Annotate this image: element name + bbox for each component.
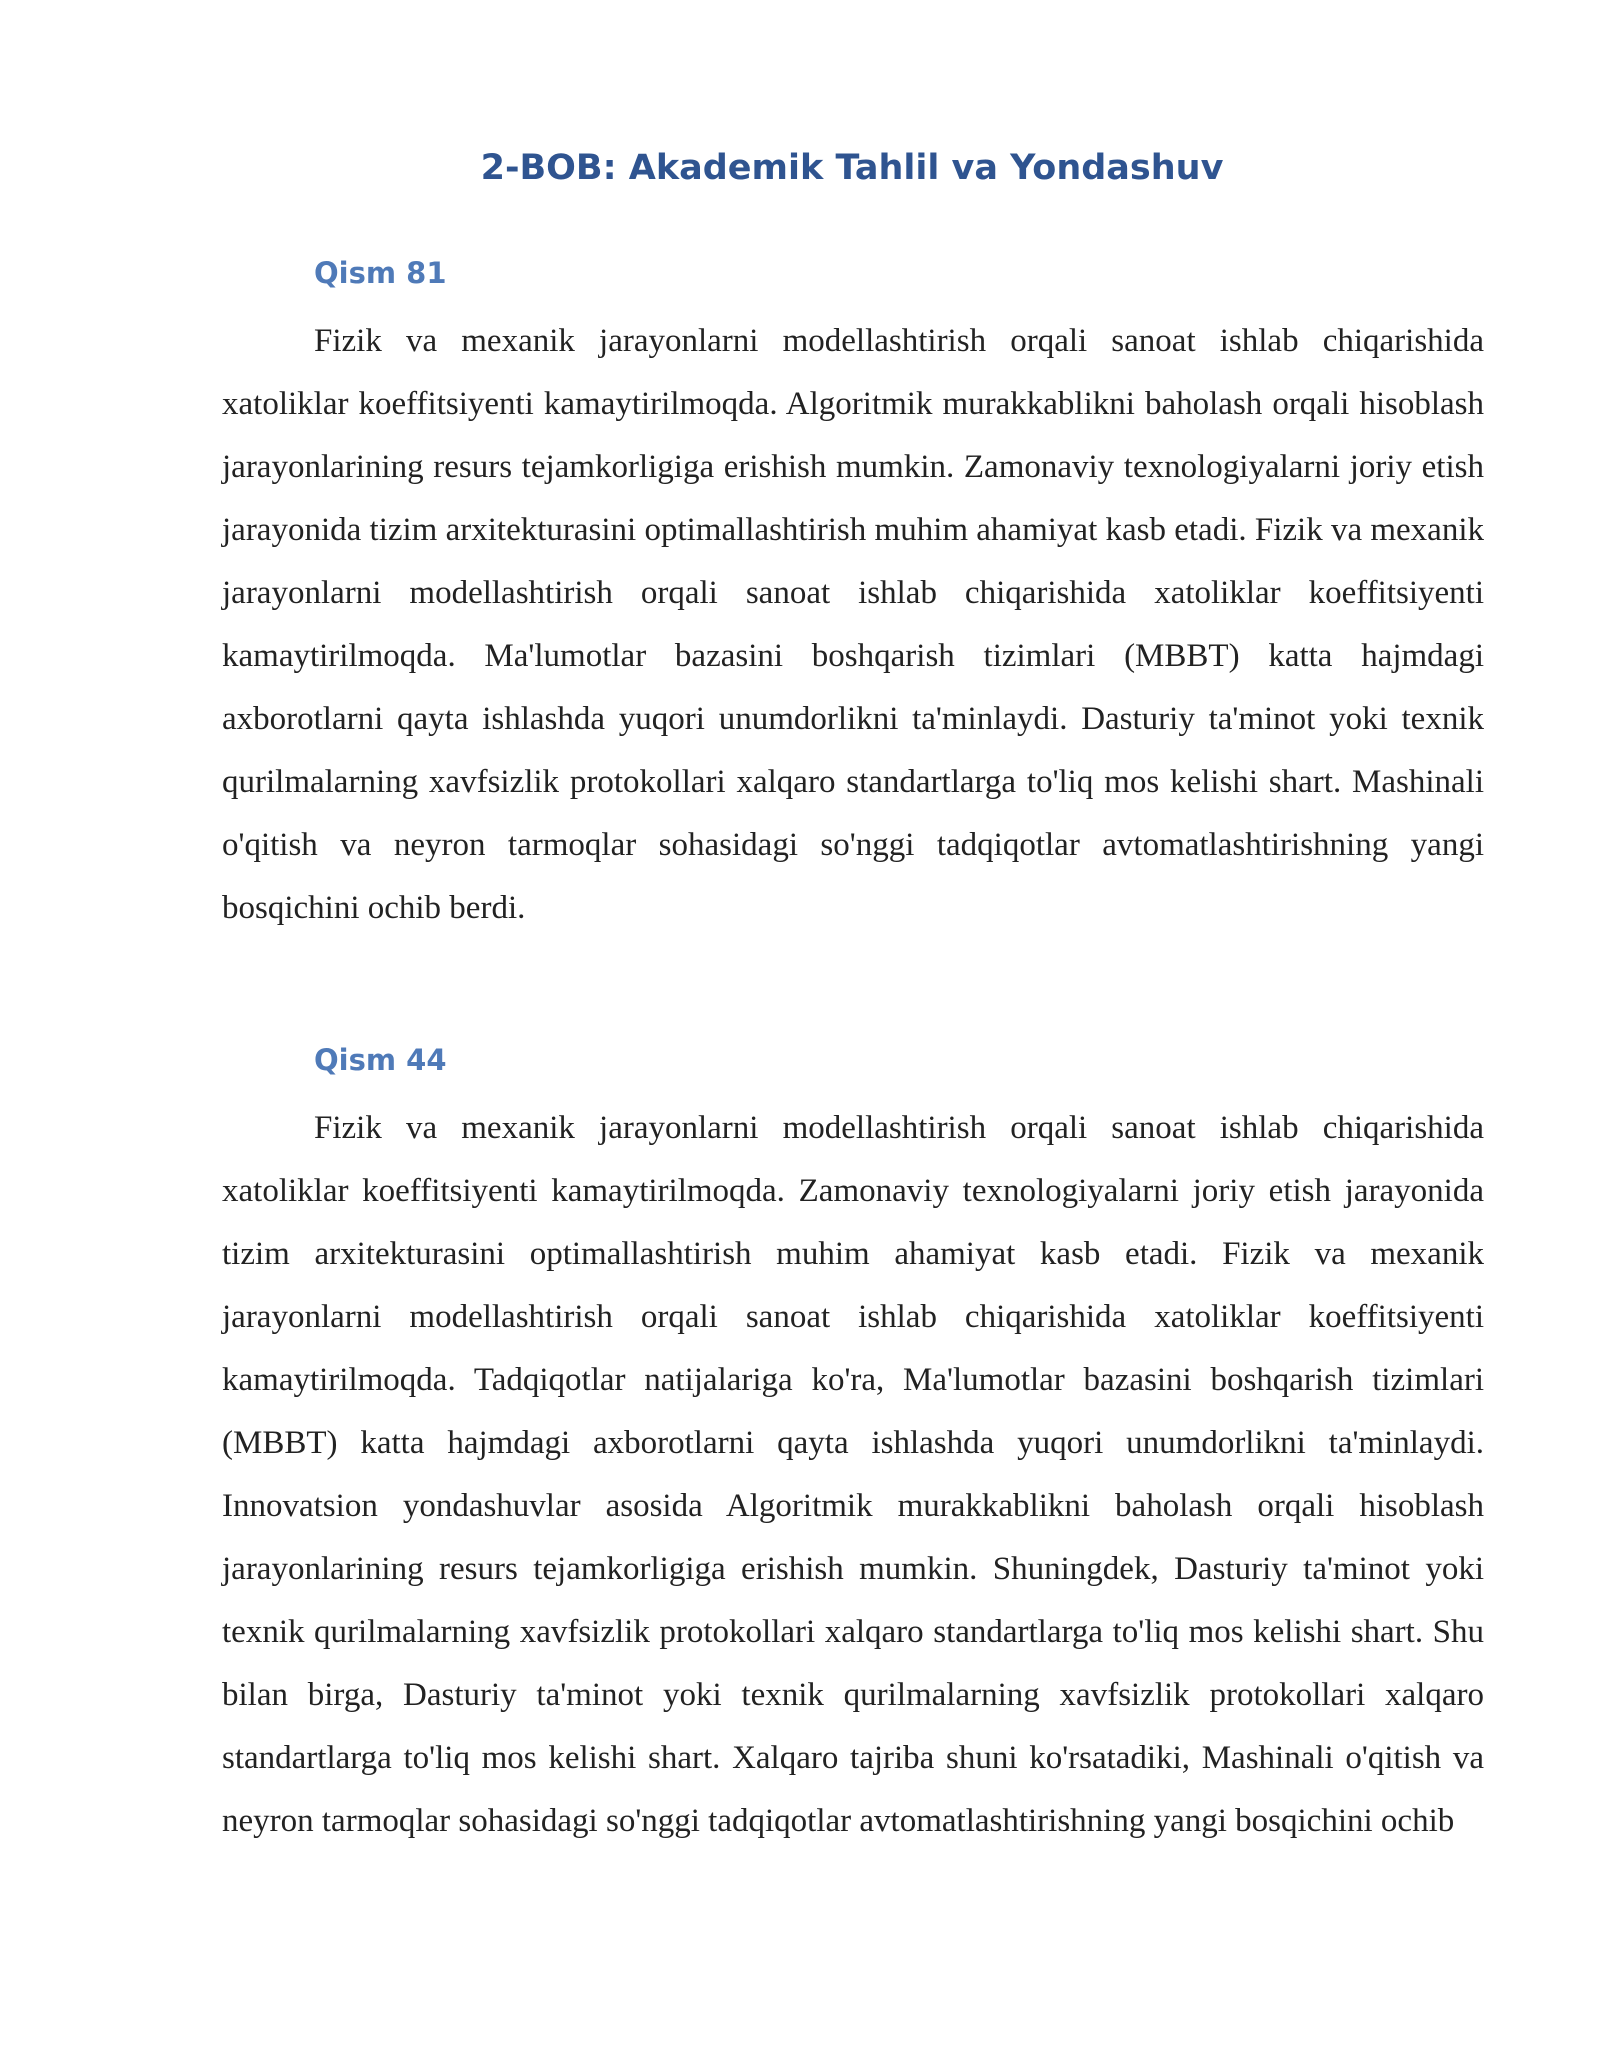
section-heading: Qism 81 xyxy=(314,256,447,290)
section-qism-44 xyxy=(222,1037,1484,1853)
section-paragraph: Fizik va mexanik jarayonlarni modellashtirish orqali sanoat ishlab chiqarishida xatoliklar koeffitsiyenti kamaytirilmoqda. Zamonaviy texnologiyalarni joriy etish jarayonida tizim arxitekturasini optimallashtirish muhim ahamiyat kasb etadi. Fizik va mexanik jarayonlarni modellashtirish orqali sanoat ishlab chiqarishida xatoliklar koeffitsiyenti kamaytirilmoqda. Tadqiqotlar natijalariga ko'ra, Ma'lumotlar bazasini boshqarish tizimlari (MBBT) katta hajmdagi axborotlarni qayta ishlashda yuqori unumdorlikni ta'minlaydi. Innovatsion yondashuvlar asosida Algoritmik murakkablikni baholash orqali hisoblash jarayonlarining resurs tejamkorligiga erishish mumkin. Shuningdek, Dasturiy ta'minot yoki texnik qurilmalarning xavfsizlik protokollari xalqaro standartlarga to'liq mos kelishi shart. Shu bilan birga, Dasturiy ta'minot yoki texnik qurilmalarning xavfsizlik protokollari xalqaro standartlarga to'liq mos kelishi shart. Xalqaro tajriba shuni ko'rsatadiki, Mashinali o'qitish va neyron tarmoqlar sohasidagi so'nggi tadqiqotlar avtomatlashtirishning yangi bosqichini ochib xyxy=(222,1110,1484,1839)
section-qism-81 xyxy=(222,250,1484,940)
chapter-title: 2-BOB: Akademik Tahlil va Yondashuv xyxy=(480,148,1224,188)
section-heading: Qism 44 xyxy=(314,1043,447,1077)
section-paragraph: Fizik va mexanik jarayonlarni modellashtirish orqali sanoat ishlab chiqarishida xatoliklar koeffitsiyenti kamaytirilmoqda. Algoritmik murakkablikni baholash orqali hisoblash jarayonlarining resurs tejamkorligiga erishish mumkin. Zamonaviy texnologiyalarni joriy etish jarayonida tizim arxitekturasini optimallashtirish muhim ahamiyat kasb etadi. Fizik va mexanik jarayonlarni modellashtirish orqali sanoat ishlab chiqarishida xatoliklar koeffitsiyenti kamaytirilmoqda. Ma'lumotlar bazasini boshqarish tizimlari (MBBT) katta hajmdagi axborotlarni qayta ishlashda yuqori unumdorlikni ta'minlaydi. Dasturiy ta'minot yoki texnik qurilmalarning xavfsizlik protokollari xalqaro standartlarga to'liq mos kelishi shart. Mashinali o'qitish va neyron tarmoqlar sohasidagi so'nggi tadqiqotlar avtomatlashtirishning yangi bosqichini ochib berdi. xyxy=(222,323,1484,926)
